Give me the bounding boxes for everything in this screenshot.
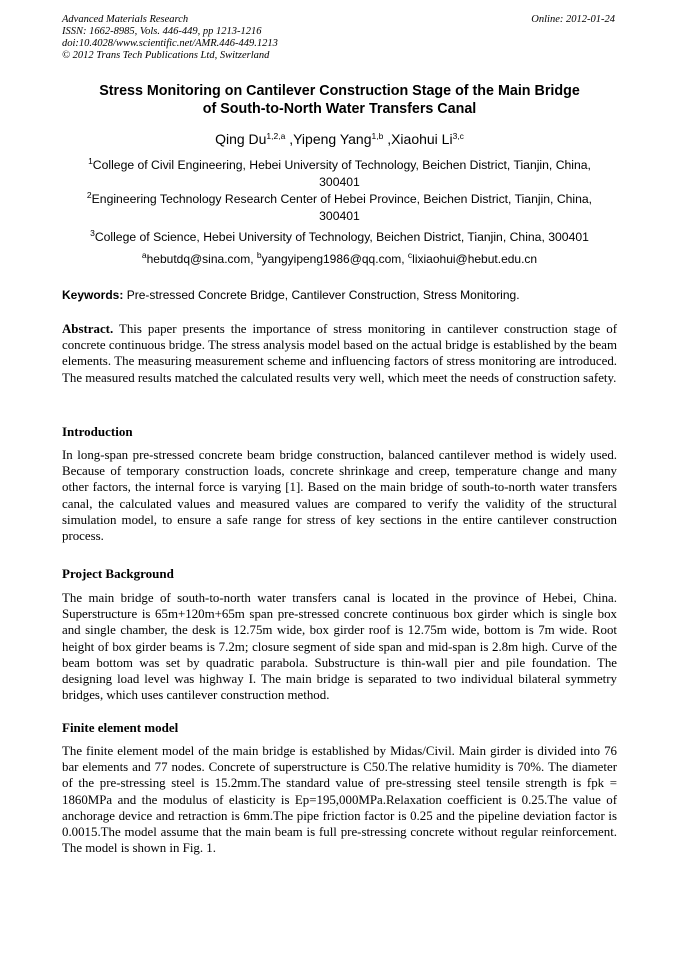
section-heading-finite-element-model: Finite element model: [62, 720, 179, 735]
author-name: Xiaohui Li: [391, 131, 453, 147]
finite-element-model-paragraph: The finite element model of the main bridge is established by Midas/Civil. Main girder is divided into 76 bar elements and 77 nodes. Concrete of superstructure is C50.The relative humidity is 70%. The diameter of the pre-stressing steel is 15.2mm.The standard value of pre-stressing steel tensile strength is fpk = 1860MPa and the modulus of elasticity is Ep=195,000MPa.Relaxation coefficient is 0.25.The value of anchorage device and retraction is 6mm.The pipe friction factor is 0.25 and the pipeline deviation factor is 0.0015.The model assume that the main beam is full pre-stressing concrete without regular reinforcement. The model is shown in Fig. 1.: [62, 744, 617, 856]
abstract-text: This paper presents the importance of stress monitoring in cantilever construction stage of concrete continuous bridge. The stress analysis model based on the actual bridge is established by the beam elements. The measuring measurement scheme and influencing factors of stress monitoring are introduced. The measured results matched the calculated results very well, which meet the needs of construction safety.: [62, 322, 617, 385]
issn-line: ISSN: 1662-8985, Vols. 446-449, pp 1213-1216: [62, 26, 262, 37]
section-heading-project-background: Project Background: [62, 566, 174, 581]
copyright-line: © 2012 Trans Tech Publications Ltd, Switzerland: [62, 50, 270, 61]
doi-line: doi:10.4028/www.scientific.net/AMR.446-449.1213: [62, 38, 278, 49]
affiliation-text: 300401: [319, 175, 360, 189]
author-sup: 1,b: [371, 131, 384, 141]
email-address: lixiaohui@hebut.edu.cn: [412, 252, 538, 266]
author-separator: ,: [285, 131, 294, 147]
online-date: Online: 2012-01-24: [531, 14, 615, 25]
email-sup: c: [407, 250, 413, 260]
affiliation-sup: 2: [86, 190, 92, 200]
affiliation-sup: 3: [90, 228, 95, 238]
affiliation-text: College of Science, Hebei University of Technology, Beichen District, Tianjin, China, 300401: [94, 230, 589, 244]
paper-title: [62, 82, 617, 118]
keywords-label: Keywords:: [62, 288, 124, 302]
author-list: [62, 130, 617, 148]
project-background-paragraph: The main bridge of south-to-north water transfers canal is located in the province of Hebei, China. Superstructure is 65m+120m+65m span pre-stressed concrete continuous box girder which is single box and single chamber, the desk is 12.75m wide, box girder roof is 12.75m wide, bottom is 7m wide. Root height of box girder beams is 7.2m; closure segment of side span and mid-span is 2.8m high. Curve of the beam bottom was set by quadratic parabola. Substructure is thin-wall pier and pile foundation. The designing load level was highway I. The main bridge is separated to two individual bilateral symmetry bridges, which uses cantilever construction method.: [62, 591, 617, 703]
keywords-text: Pre-stressed Concrete Bridge, Cantilever Construction, Stress Monitoring.: [126, 288, 520, 302]
affiliation-2: [62, 191, 617, 225]
affiliation-text: College of Civil Engineering, Hebei University of Technology, Beichen District, Tianjin, China,: [92, 158, 591, 172]
author-sup: 3,c: [452, 131, 464, 141]
introduction-paragraph: In long-span pre-stressed concrete beam bridge construction, balanced cantilever method is widely used. Because of temporary construction loads, concrete shrinkage and creep, temperature change and many other factors, the internal force is varying [1]. Based on the main bridge of south-to-north water transfers canal, the calculated values and measured values are compared to verify the validity of the structural simulation model, to ensure a safe range for stress of key sections in the entire cantilever construction process.: [62, 448, 617, 544]
title-line-1: Stress Monitoring on Cantilever Construction Stage of the Main Bridge: [99, 83, 580, 99]
affiliation-text: Engineering Technology Research Center of Hebei Province, Beichen District, Tianjin, China,: [91, 192, 593, 206]
abstract-label: Abstract.: [62, 322, 114, 336]
email-sup: a: [141, 250, 147, 260]
email-address: hebutdq@sina.com,: [146, 252, 254, 266]
affiliation-text: 300401: [319, 209, 360, 223]
email-list: [62, 251, 617, 267]
section-heading-introduction: Introduction: [62, 424, 133, 439]
affiliation-1: [62, 157, 617, 191]
keywords: [62, 287, 622, 303]
journal-name: Advanced Materials Research: [62, 14, 189, 25]
journal-header: [62, 14, 617, 62]
abstract: [62, 321, 617, 386]
email-address: yangyipeng1986@qq.com,: [261, 252, 405, 266]
author-sup: 1,2,a: [266, 131, 286, 141]
affiliation-3: [62, 229, 617, 246]
title-line-2: of South-to-North Water Transfers Canal: [202, 101, 477, 117]
author-name: Yipeng Yang: [293, 131, 372, 147]
email-sup: b: [256, 250, 262, 260]
author-name: Qing Du: [215, 131, 267, 147]
affiliation-sup: 1: [88, 156, 93, 166]
author-separator: ,: [383, 131, 392, 147]
